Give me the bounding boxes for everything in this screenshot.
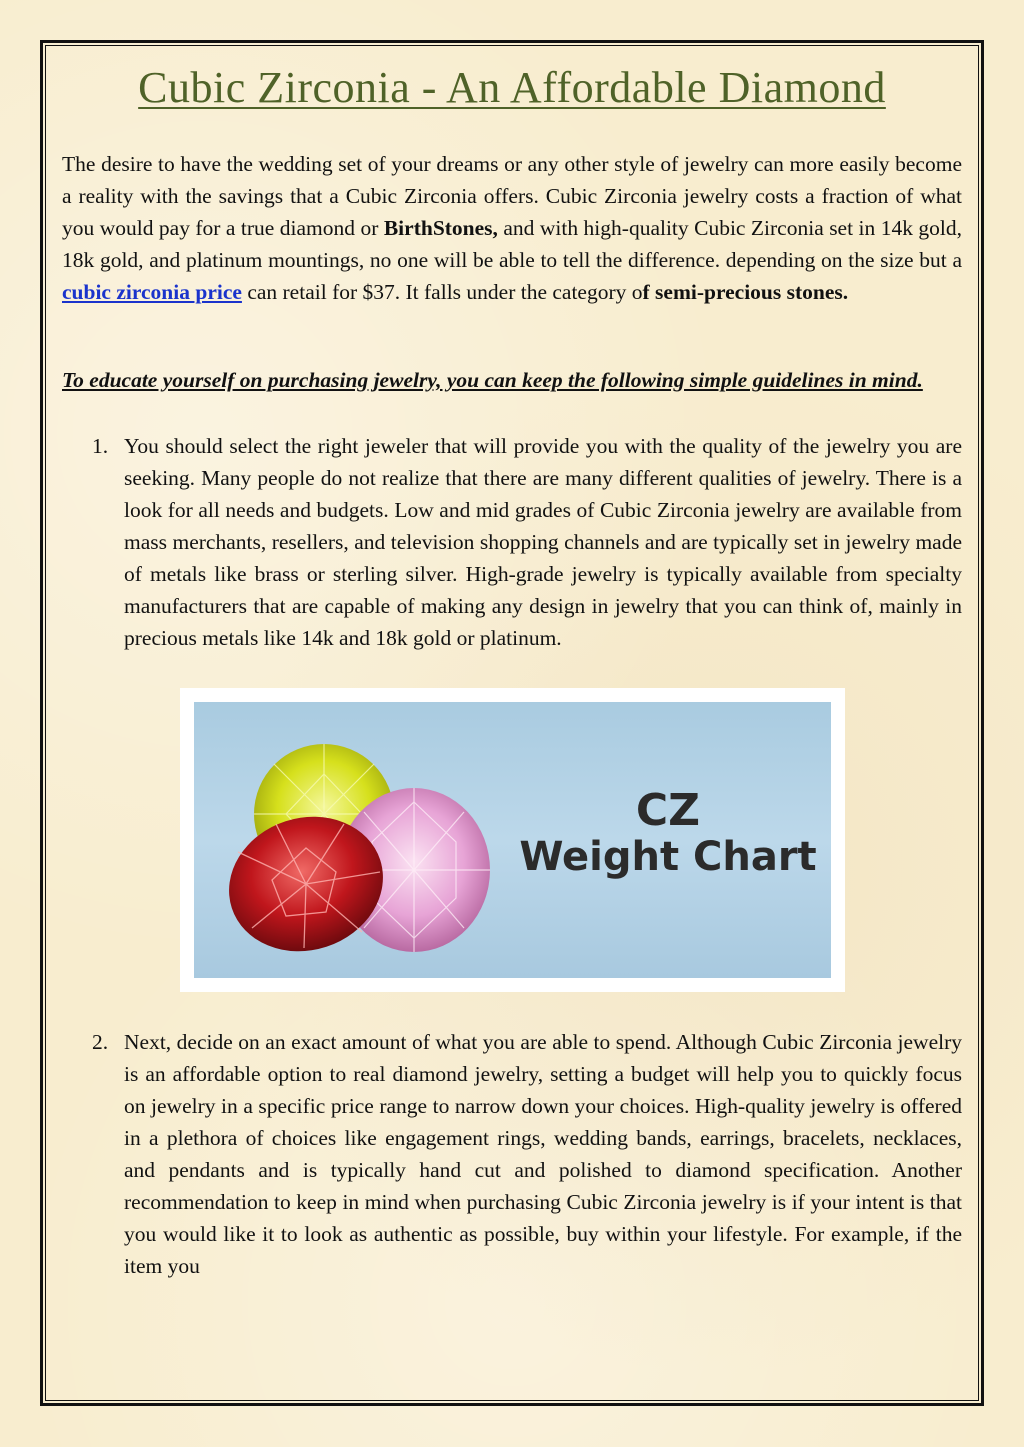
list-item-text: Next, decide on an exact amount of what you are able to spend. Although Cubic Zirconia jewelry is an affordable option to real diamond jewelry, setting a budget will help you to quickly focus on jewelry in a specific price range to narrow down your choices. High-quality jewelry is offered in a plethora of choices like engagement rings, wedding bands, earrings, bracelets, necklaces, and pendants and is typically hand cut and polished to diamond specification. Another recommendation to keep in mind when purchasing Cubic Zirconia jewelry is if your intent is that you would like it to look as authentic as possible, buy within your lifestyle. For example, if the item you [124, 1030, 962, 1278]
cz-weight-chart-caption [498, 785, 831, 880]
weight-chart-label: Weight Chart [519, 834, 817, 880]
list-number: 1. [92, 434, 109, 458]
cz-weight-chart-image [180, 688, 845, 992]
list-item [62, 1026, 962, 1282]
intro-text-2: and with high-quality Cubic Zirconia set in 14k gold, 18k gold, and platinum mountings, no one will be able to tell the difference. depending on the size but a [62, 216, 962, 272]
list-number: 2. [92, 1030, 109, 1054]
intro-paragraph [62, 148, 962, 308]
birthstones-bold: BirthStones, [383, 216, 498, 240]
intro-text-3: can retail for $37. It falls under the category o [241, 280, 643, 304]
guidelines-heading: To educate yourself on purchasing jewelry, you can keep the following simple guidelines in mind. [62, 368, 923, 392]
image-panel [194, 702, 831, 978]
guidelines-list-continued [62, 1026, 962, 1282]
page-title: Cubic Zirconia - An Affordable Diamond [138, 63, 886, 112]
list-item [62, 430, 962, 654]
cz-label: CZ [635, 785, 701, 836]
semi-precious-bold: f semi-precious stones. [642, 280, 849, 304]
cubic-zirconia-price-link[interactable]: cubic zirconia price [62, 280, 242, 304]
list-item-text: You should select the right jeweler that will provide you with the quality of the jewelry you are seeking. Many people do not realize that there are many different qualities of jewelry. There is a look for all needs and budgets. Low and mid grades of Cubic Zirconia jewelry are available from mass merchants, resellers, and television shopping channels and are typically set in jewelry made of metals like brass or sterling silver. High-grade jewelry is typically available from specialty manufacturers that are capable of making any design in jewelry that you can think of, mainly in precious metals like 14k and 18k gold or platinum. [124, 434, 962, 650]
guidelines-list [62, 430, 962, 654]
intro-text-1: The desire to have the wedding set of your dreams or any other style of jewelry can more easily become a reality with the savings that a Cubic Zirconia offers. Cubic Zirconia jewelry costs a fraction of what you would pay for a true diamond or [62, 152, 962, 240]
document-body [62, 58, 962, 1390]
